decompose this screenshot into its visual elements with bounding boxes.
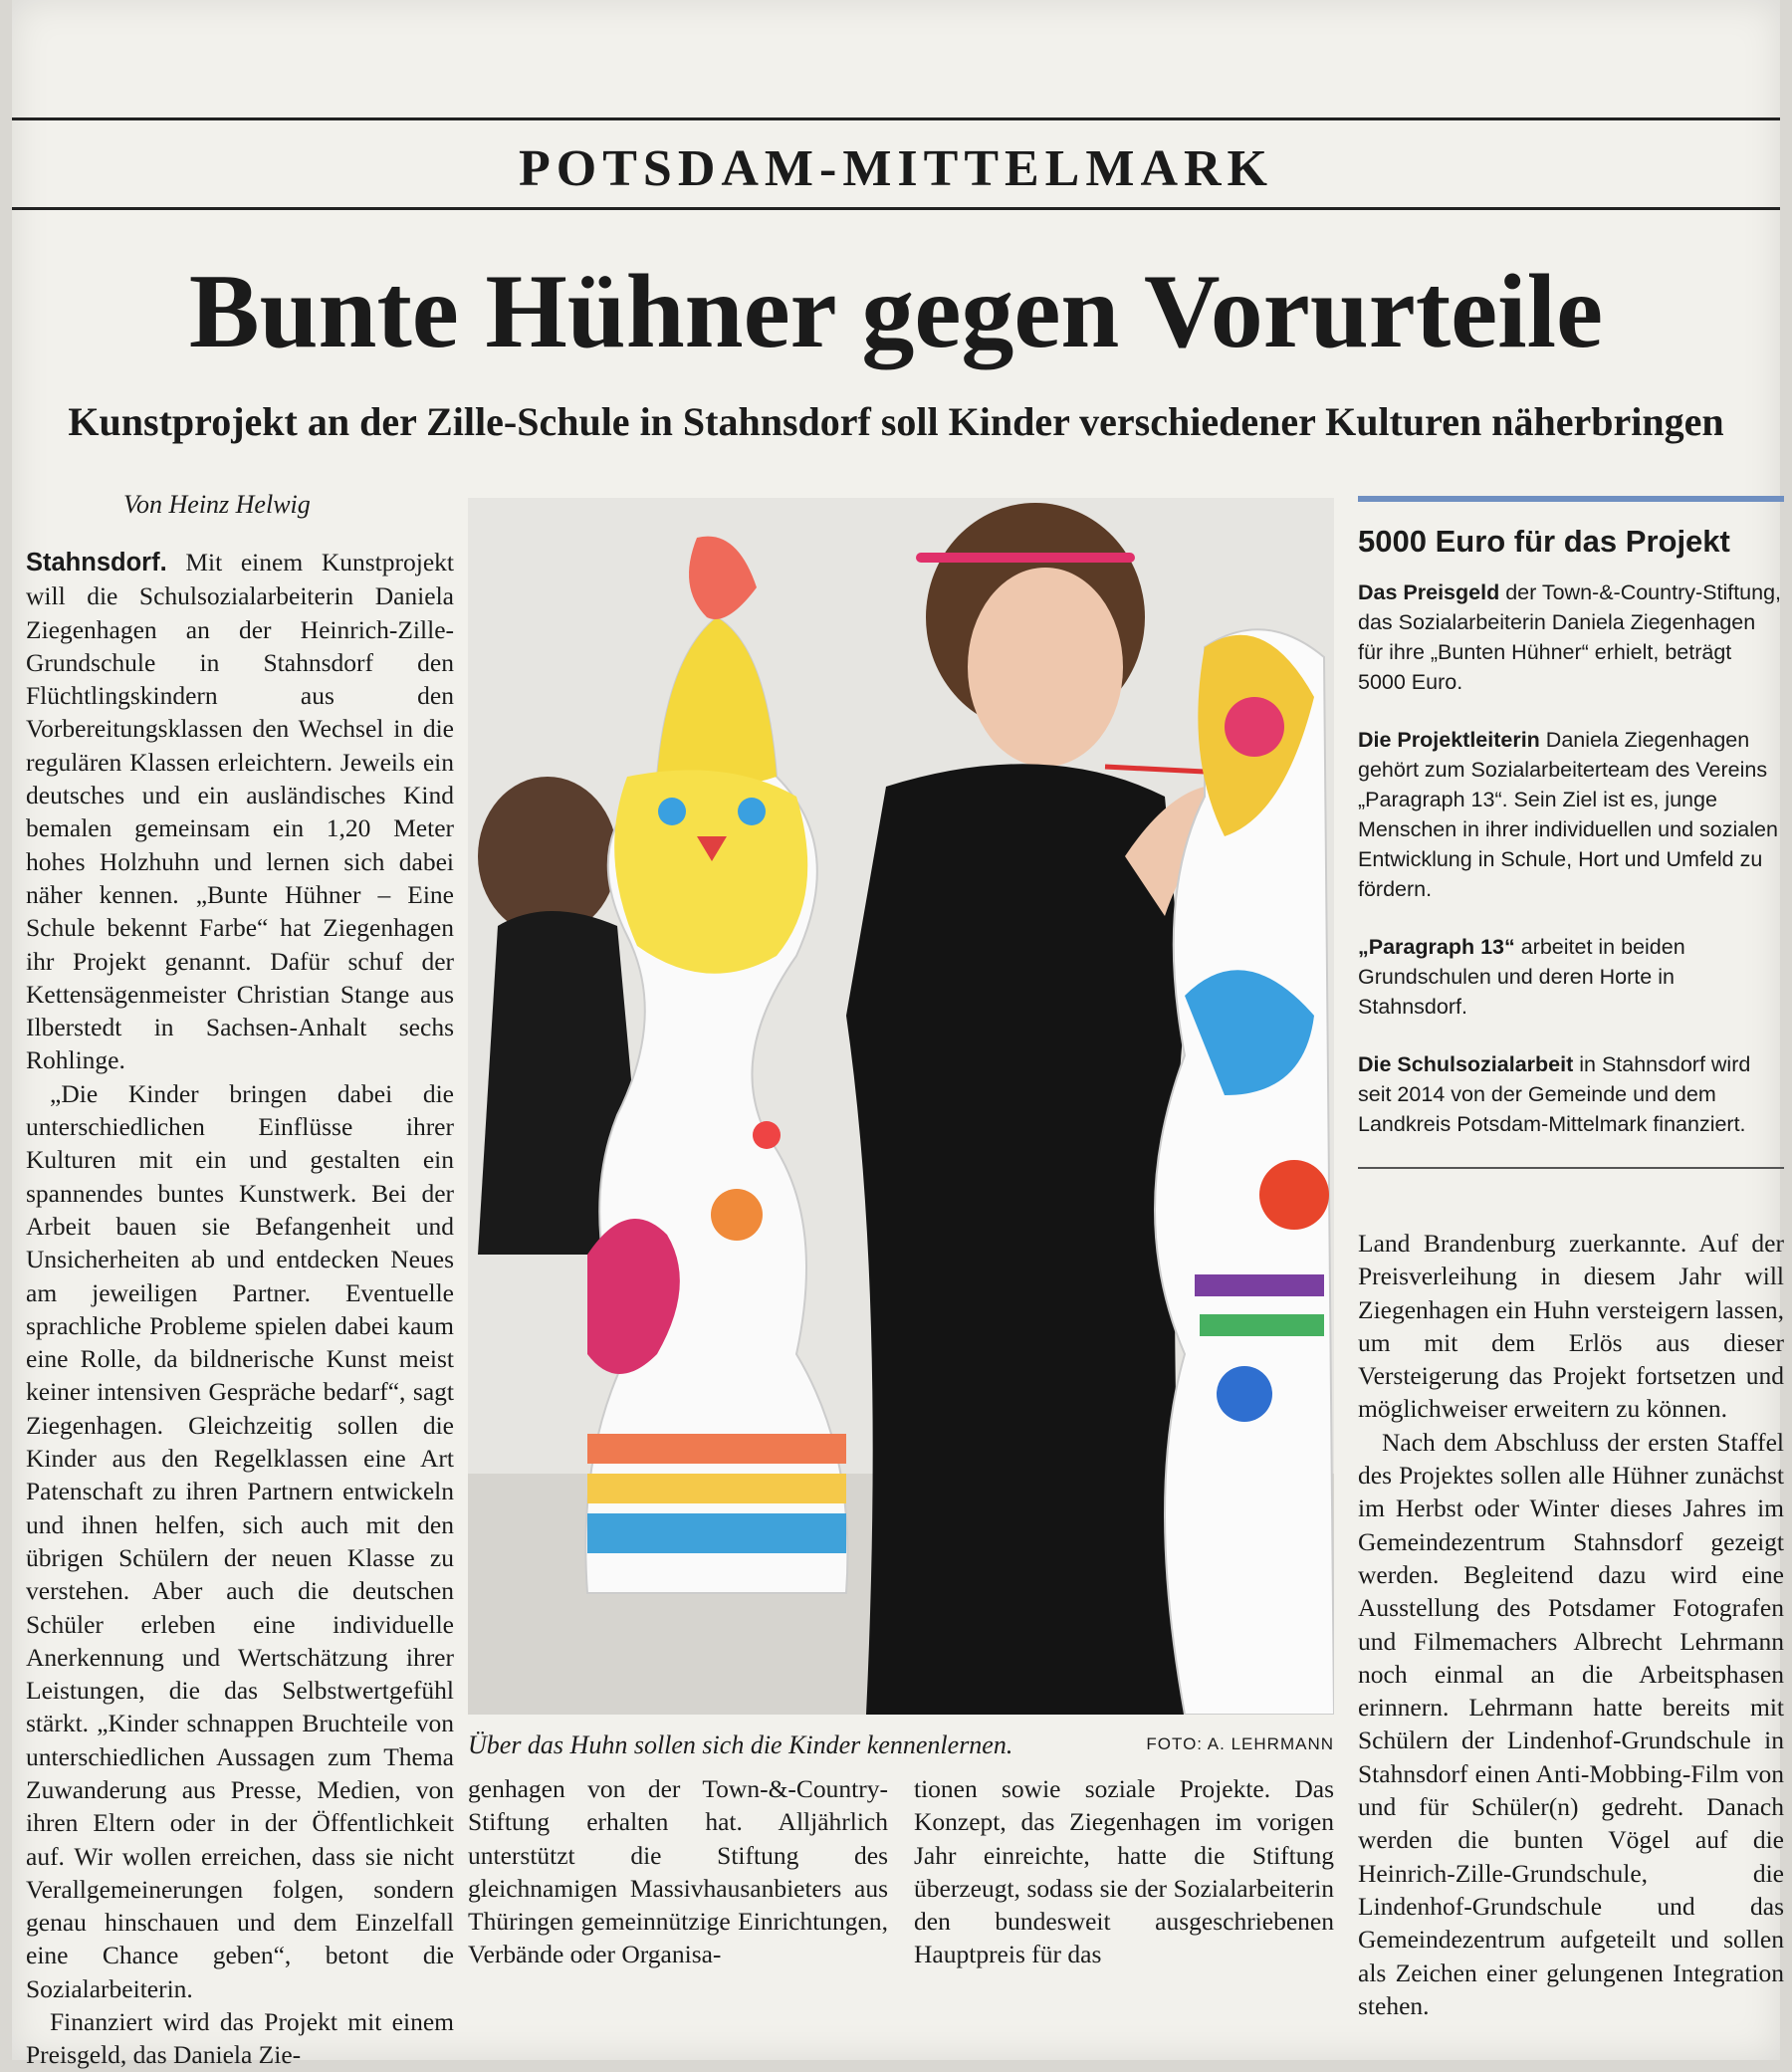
- newspaper-page: [12, 0, 1784, 2070]
- info-item-1-lead: Das Preisgeld: [1358, 580, 1500, 604]
- paragraph-1: [26, 546, 454, 1077]
- article-column-3: [914, 1772, 1334, 1971]
- subheadline: Kunstprojekt an der Zille-Schule in Stahnsdorf soll Kinder verschiedener Kulturen näherbringen: [68, 399, 1724, 444]
- paragraph-2: „Die Kinder bringen dabei die unterschiedlichen Einflüsse ihrer Kulturen mit ein und gestalten ein spannendes buntes Kunstwerk. Bei der Arbeit bauen sie Befangenheit und Unsicherheiten ab und entdecken Neues am jeweiligen Partner. Eventuelle sprachliche Probleme spielen dabei kaum eine Rolle, da bildnerische Kunst meist keiner intensiven Gespräche bedarf“, sagt Ziegenhagen. Gleichzeitig sollen die Kinder aus den Regelklassen eine Art Patenschaft zu ihren Partnern entwickeln und ihnen helfen, sich auch mit den übrigen Schülern der neuen Klasse zu verstehen. Aber auch die deutschen Schüler erleben eine individuelle Anerkennung und Wertschätzung ihrer Leistungen, die das Selbstwertgefühl stärkt. „Kinder schnappen Bruchteile von unterschiedlichen Aussagen zum Thema Zuwanderung aus Presse, Medien, von ihren Eltern oder in der Öffentlichkeit auf. Wir wollen erreichen, dass sie nicht Verallgemeinerungen folgen, sondern genau hinschauen und dem Einzelfall eine Chance geben“, betont die Sozialarbeiterin.: [26, 1078, 454, 2003]
- info-box-title: 5000 Euro für das Projekt: [1358, 524, 1730, 559]
- section-rule: [12, 207, 1780, 210]
- info-item-4-lead: Die Schulsozialarbeit: [1358, 1052, 1574, 1076]
- info-item-3: [1358, 932, 1784, 1022]
- section-title: POTSDAM-MITTELMARK: [519, 140, 1273, 197]
- paragraph-3: Finanziert wird das Projekt mit einem Preisgeld, das Daniela Zie-: [26, 2007, 454, 2070]
- info-box-top-bar: [1358, 496, 1784, 502]
- info-item-1: [1358, 577, 1784, 697]
- article-photo: [468, 498, 1334, 1715]
- dateline: Stahnsdorf.: [26, 549, 167, 576]
- column-2-text: genhagen von der Town-&-Country-Stiftung erhalten hat. Alljährlich unterstützt die Stiftung des gleichnamigen Massivhausanbieters aus Thüringen gemeinnützige Einrichtungen, Verbände oder Organisa-: [468, 1774, 888, 1969]
- info-item-1-text: der Town-&-Country-Stiftung, das Sozialarbeiterin Daniela Ziegenhagen für ihre „Bunten Hühner“ erhielt, beträgt 5000 Euro.: [1358, 580, 1782, 694]
- info-box-bottom-rule: [1358, 1167, 1784, 1169]
- byline: Von Heinz Helwig: [123, 490, 311, 519]
- info-item-4: [1358, 1049, 1784, 1139]
- paragraph-1-text: Mit einem Kunstprojekt will die Schulsozialarbeiterin Daniela Ziegenhagen an der Heinrich-Zille-Grundschule in Stahnsdorf den Flüchtlingskindern aus den Vorbereitungsklassen den Wechsel in die regulären Klassen erleichtern. Jeweils ein deutsches und ein ausländisches Kind bemalen gemeinsam ein 1,20 Meter hohes Holzhuhn und lernen sich dabei näher kennen. „Bunte Hühner – Eine Schule bekennt Farbe“ hat Ziegenhagen ihr Projekt genannt. Dafür schuf der Kettensägenmeister Christian Stange aus Ilberstedt in Sachsen-Anhalt sechs Rohlinge.: [26, 548, 454, 1075]
- info-item-4-text: in Stahnsdorf wird seit 2014 von der Gemeinde und dem Landkreis Potsdam-Mittelmark finanziert.: [1358, 1052, 1751, 1136]
- top-rule: [12, 117, 1780, 120]
- info-item-2: [1358, 725, 1784, 904]
- article-column-4: [1358, 1227, 1784, 2022]
- article-column-2: [468, 1772, 888, 1971]
- info-item-3-text: arbeitet in beiden Grundschulen und deren Horte in Stahnsdorf.: [1358, 935, 1685, 1019]
- caption-text: Über das Huhn sollen sich die Kinder kennenlernen.: [468, 1730, 1013, 1759]
- photo-caption: [468, 1730, 1334, 1760]
- info-item-2-lead: Die Projektleiterin: [1358, 728, 1540, 752]
- article-column-1: [26, 546, 454, 2072]
- headline: Bunte Hühner gegen Vorurteile: [188, 253, 1604, 369]
- info-box: [1358, 496, 1784, 1169]
- column-3-text: tionen sowie soziale Projekte. Das Konzept, das Ziegenhagen im vorigen Jahr einreichte, hatte die Stiftung überzeugt, sodass sie der Sozialarbeiterin den bundesweit ausgeschriebenen Hauptpreis für das: [914, 1774, 1334, 1969]
- column-4-paragraph-1: Land Brandenburg zuerkannte. Auf der Preisverleihung in diesem Jahr will Ziegenhagen ein Huhn versteigern lassen, um mit dem Erlös aus dieser Versteigerung das Projekt fortsetzen und möglichweiser erweitern zu können.: [1358, 1229, 1784, 1424]
- photo-credit: FOTO: A. LEHRMANN: [1146, 1734, 1334, 1753]
- info-item-2-text: Daniela Ziegenhagen gehört zum Sozialarbeiterteam des Vereins „Paragraph 13“. Sein Ziel ist es, junge Menschen in ihrer individuellen und sozialen Entwicklung in Schule, Hort und Umfeld zu fördern.: [1358, 728, 1778, 901]
- children-painting-chickens-illustration: [468, 498, 1334, 1715]
- column-4-paragraph-2: Nach dem Abschluss der ersten Staffel des Projektes sollen alle Hühner zunächst im Herbst oder Winter dieses Jahres im Gemeindezentrum Stahnsdorf gezeigt werden. Begleitend dazu wird eine Ausstellung des Potsdamer Fotografen und Filmemachers Albrecht Lehrmann noch einmal an die Arbeitsphasen erinnern. Lehrmann hatte bereits mit Schülern der Lindenhof-Grundschule in Stahnsdorf einen Anti-Mobbing-Film von und für Schüler(n) gedreht. Danach werden die bunten Vögel auf die Heinrich-Zille-Grundschule, die Lindenhof-Grundschule und das Gemeindezentrum aufgeteilt und sollen als Zeichen einer gelungenen Integration stehen.: [1358, 1427, 1784, 2020]
- info-item-3-lead: „Paragraph 13“: [1358, 935, 1515, 959]
